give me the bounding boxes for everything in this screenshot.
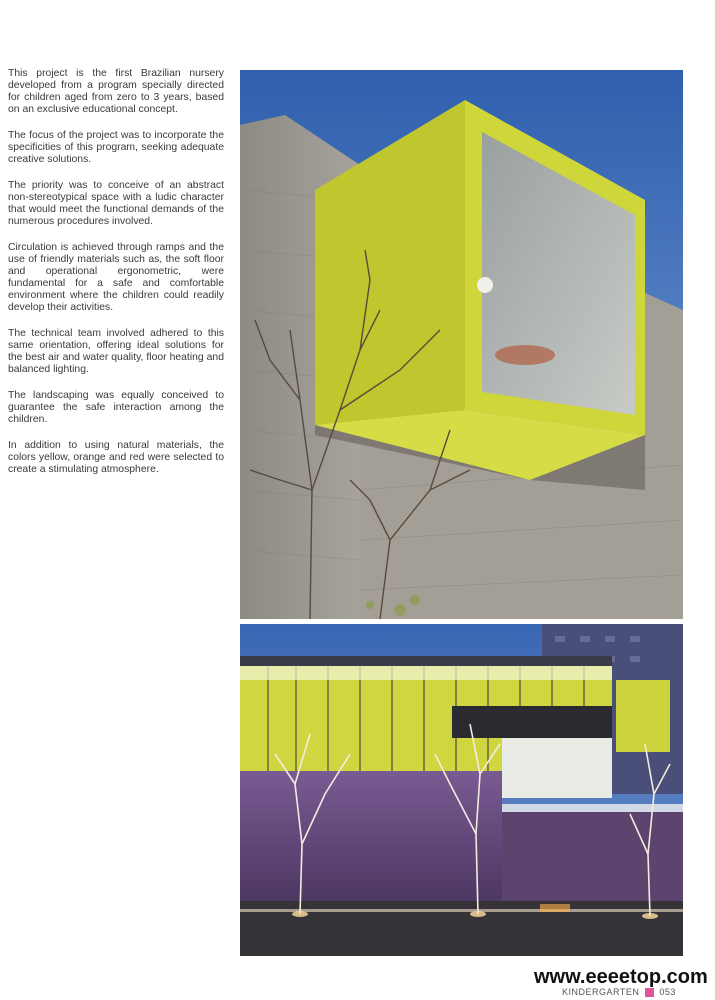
section-label: KINDERGARTEN bbox=[562, 987, 640, 997]
paragraph-1: This project is the first Brazilian nursery developed from a program specially directed for children aged from zero to 3 years, based on an exclusive educational concept. bbox=[8, 68, 224, 115]
page-number: 053 bbox=[659, 987, 676, 997]
paragraph-6: The landscaping was equally conceived to guarantee the safe interaction among the children. bbox=[8, 390, 224, 425]
paragraph-4: Circulation is achieved through ramps and the use of friendly materials such as, the soft floor and operational ergonometric, were fundamental for a safe and comfortable environment where the children could readily develop their activities. bbox=[8, 242, 224, 313]
page-footer bbox=[562, 987, 676, 997]
body-text-column bbox=[8, 68, 224, 490]
paragraph-5: The technical team involved adhered to this same orientation, offering ideal solutions for the best air and water quality, floor heating and balanced lighting. bbox=[8, 328, 224, 375]
photo-night-facade-illustration bbox=[240, 624, 683, 956]
paragraph-2: The focus of the project was to incorporate the specificities of this program, seeking adequate creative solutions. bbox=[8, 130, 224, 165]
pink-square-marker bbox=[645, 988, 654, 997]
photo-night-facade bbox=[240, 624, 683, 956]
paragraph-3: The priority was to conceive of an abstract non-stereotypical space with a ludic character that would meet the functional demands of the numerous procedures involved. bbox=[8, 180, 224, 227]
photo-yellow-cube-illustration bbox=[240, 70, 683, 619]
paragraph-7: In addition to using natural materials, the colors yellow, orange and red were selected to create a stimulating atmosphere. bbox=[8, 440, 224, 475]
photo-yellow-cube-facade bbox=[240, 70, 683, 619]
watermark-url: www.eeeetop.com bbox=[534, 966, 708, 988]
